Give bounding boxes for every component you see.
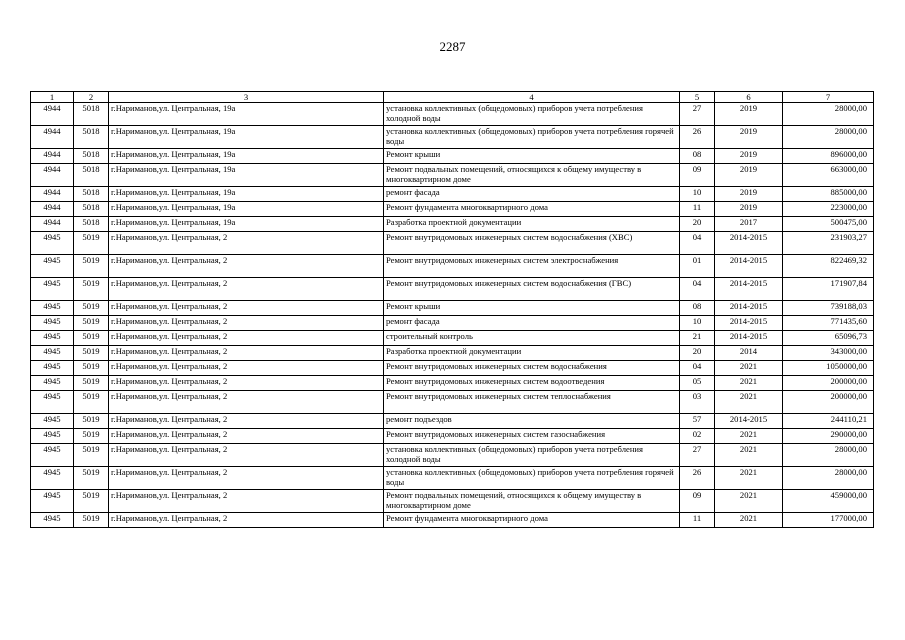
cell-address: г.Нариманов,ул. Центральная, 2	[109, 490, 384, 513]
table-row	[31, 513, 874, 528]
capital-repair-table	[30, 91, 874, 528]
cell-number: 4945	[31, 513, 74, 528]
cell-code: 11	[680, 202, 715, 217]
cell-amount: 28000,00	[783, 444, 874, 467]
cell-amount: 28000,00	[783, 126, 874, 149]
cell-work-type: Ремонт крыши	[384, 149, 680, 164]
cell-number: 4945	[31, 278, 74, 301]
cell-amount: 200000,00	[783, 391, 874, 414]
cell-work-type: Ремонт внутридомовых инженерных систем водоснабжения	[384, 361, 680, 376]
cell-work-type: Разработка проектной документации	[384, 217, 680, 232]
cell-amount: 1050000,00	[783, 361, 874, 376]
cell-year: 2014	[715, 346, 783, 361]
cell-work-type: Ремонт внутридомовых инженерных систем электроснабжения	[384, 255, 680, 278]
cell-address: г.Нариманов,ул. Центральная, 19а	[109, 126, 384, 149]
cell-code: 26	[680, 126, 715, 149]
table-body	[31, 103, 874, 528]
cell-year: 2019	[715, 126, 783, 149]
cell-year: 2014-2015	[715, 232, 783, 255]
cell-id: 5018	[74, 217, 109, 232]
cell-work-type: ремонт фасада	[384, 316, 680, 331]
table-row	[31, 278, 874, 301]
cell-code: 21	[680, 331, 715, 346]
cell-code: 20	[680, 217, 715, 232]
table-row	[31, 126, 874, 149]
table-row	[31, 391, 874, 414]
cell-amount: 771435,60	[783, 316, 874, 331]
cell-address: г.Нариманов,ул. Центральная, 2	[109, 316, 384, 331]
cell-amount: 65096,73	[783, 331, 874, 346]
cell-address: г.Нариманов,ул. Центральная, 2	[109, 467, 384, 490]
cell-year: 2019	[715, 187, 783, 202]
cell-year: 2021	[715, 361, 783, 376]
cell-id: 5019	[74, 429, 109, 444]
cell-id: 5019	[74, 255, 109, 278]
cell-year: 2017	[715, 217, 783, 232]
cell-year: 2021	[715, 444, 783, 467]
cell-number: 4945	[31, 414, 74, 429]
cell-id: 5019	[74, 414, 109, 429]
cell-year: 2014-2015	[715, 255, 783, 278]
cell-number: 4944	[31, 187, 74, 202]
cell-amount: 663000,00	[783, 164, 874, 187]
cell-id: 5018	[74, 164, 109, 187]
cell-amount: 28000,00	[783, 467, 874, 490]
cell-code: 11	[680, 513, 715, 528]
cell-address: г.Нариманов,ул. Центральная, 2	[109, 331, 384, 346]
cell-id: 5019	[74, 301, 109, 316]
cell-number: 4945	[31, 490, 74, 513]
table-row	[31, 149, 874, 164]
cell-work-type: строительный контроль	[384, 331, 680, 346]
table-row	[31, 103, 874, 126]
cell-code: 09	[680, 164, 715, 187]
cell-year: 2014-2015	[715, 414, 783, 429]
cell-amount: 200000,00	[783, 376, 874, 391]
cell-code: 04	[680, 232, 715, 255]
cell-year: 2014-2015	[715, 331, 783, 346]
cell-amount: 231903,27	[783, 232, 874, 255]
cell-work-type: Ремонт внутридомовых инженерных систем теплоснабжения	[384, 391, 680, 414]
cell-address: г.Нариманов,ул. Центральная, 19а	[109, 202, 384, 217]
column-header: 2	[74, 92, 109, 103]
column-header: 3	[109, 92, 384, 103]
cell-code: 10	[680, 316, 715, 331]
cell-code: 04	[680, 278, 715, 301]
cell-amount: 244110,21	[783, 414, 874, 429]
cell-work-type: установка коллективных (общедомовых) приборов учета потребления горячей воды	[384, 126, 680, 149]
cell-code: 03	[680, 391, 715, 414]
table-row	[31, 255, 874, 278]
cell-work-type: Ремонт внутридомовых инженерных систем водоотведения	[384, 376, 680, 391]
cell-work-type: Ремонт подвальных помещений, относящихся к общему имуществу в многоквартирном доме	[384, 164, 680, 187]
cell-year: 2019	[715, 164, 783, 187]
cell-id: 5018	[74, 187, 109, 202]
cell-year: 2021	[715, 391, 783, 414]
cell-number: 4945	[31, 361, 74, 376]
column-header: 7	[783, 92, 874, 103]
cell-amount: 171907,84	[783, 278, 874, 301]
cell-number: 4944	[31, 149, 74, 164]
cell-number: 4945	[31, 232, 74, 255]
cell-address: г.Нариманов,ул. Центральная, 2	[109, 278, 384, 301]
cell-number: 4945	[31, 376, 74, 391]
cell-work-type: Ремонт внутридомовых инженерных систем газоснабжения	[384, 429, 680, 444]
cell-year: 2014-2015	[715, 316, 783, 331]
cell-id: 5019	[74, 232, 109, 255]
table-row	[31, 164, 874, 187]
table-row	[31, 361, 874, 376]
cell-code: 09	[680, 490, 715, 513]
cell-address: г.Нариманов,ул. Центральная, 2	[109, 376, 384, 391]
cell-number: 4945	[31, 346, 74, 361]
cell-number: 4945	[31, 255, 74, 278]
cell-amount: 28000,00	[783, 103, 874, 126]
cell-year: 2019	[715, 202, 783, 217]
cell-year: 2019	[715, 103, 783, 126]
cell-amount: 177000,00	[783, 513, 874, 528]
column-header: 6	[715, 92, 783, 103]
cell-code: 02	[680, 429, 715, 444]
cell-id: 5018	[74, 202, 109, 217]
cell-code: 20	[680, 346, 715, 361]
cell-address: г.Нариманов,ул. Центральная, 2	[109, 414, 384, 429]
page-number: 2287	[439, 39, 466, 54]
cell-number: 4944	[31, 126, 74, 149]
cell-code: 08	[680, 149, 715, 164]
cell-work-type: Разработка проектной документации	[384, 346, 680, 361]
cell-id: 5019	[74, 490, 109, 513]
cell-amount: 459000,00	[783, 490, 874, 513]
cell-address: г.Нариманов,ул. Центральная, 2	[109, 232, 384, 255]
cell-work-type: Ремонт подвальных помещений, относящихся к общему имуществу в многоквартирном доме	[384, 490, 680, 513]
cell-id: 5019	[74, 331, 109, 346]
cell-number: 4945	[31, 316, 74, 331]
table-row	[31, 414, 874, 429]
cell-code: 05	[680, 376, 715, 391]
table-row	[31, 376, 874, 391]
cell-id: 5019	[74, 346, 109, 361]
cell-address: г.Нариманов,ул. Центральная, 19а	[109, 103, 384, 126]
table-row	[31, 429, 874, 444]
cell-amount: 822469,32	[783, 255, 874, 278]
cell-number: 4945	[31, 301, 74, 316]
cell-code: 26	[680, 467, 715, 490]
cell-work-type: Ремонт внутридомовых инженерных систем водоснабжения (ГВС)	[384, 278, 680, 301]
cell-number: 4944	[31, 164, 74, 187]
cell-address: г.Нариманов,ул. Центральная, 2	[109, 444, 384, 467]
cell-id: 5018	[74, 126, 109, 149]
cell-id: 5019	[74, 467, 109, 490]
cell-code: 08	[680, 301, 715, 316]
cell-id: 5019	[74, 278, 109, 301]
cell-amount: 885000,00	[783, 187, 874, 202]
cell-amount: 223000,00	[783, 202, 874, 217]
cell-address: г.Нариманов,ул. Центральная, 2	[109, 361, 384, 376]
cell-amount: 739188,03	[783, 301, 874, 316]
cell-address: г.Нариманов,ул. Центральная, 2	[109, 346, 384, 361]
cell-address: г.Нариманов,ул. Центральная, 19а	[109, 217, 384, 232]
table-row	[31, 217, 874, 232]
cell-code: 57	[680, 414, 715, 429]
cell-work-type: Ремонт фундамента многоквартирного дома	[384, 513, 680, 528]
cell-id: 5018	[74, 103, 109, 126]
cell-number: 4945	[31, 391, 74, 414]
cell-address: г.Нариманов,ул. Центральная, 19а	[109, 187, 384, 202]
cell-code: 01	[680, 255, 715, 278]
cell-code: 27	[680, 444, 715, 467]
cell-work-type: Ремонт внутридомовых инженерных систем водоснабжения (ХВС)	[384, 232, 680, 255]
cell-code: 27	[680, 103, 715, 126]
cell-address: г.Нариманов,ул. Центральная, 2	[109, 391, 384, 414]
cell-number: 4945	[31, 444, 74, 467]
table-row	[31, 346, 874, 361]
cell-number: 4944	[31, 202, 74, 217]
cell-year: 2014-2015	[715, 278, 783, 301]
cell-address: г.Нариманов,ул. Центральная, 19а	[109, 164, 384, 187]
cell-work-type: Ремонт фундамента многоквартирного дома	[384, 202, 680, 217]
cell-id: 5018	[74, 149, 109, 164]
cell-number: 4945	[31, 331, 74, 346]
cell-id: 5019	[74, 444, 109, 467]
cell-id: 5019	[74, 391, 109, 414]
cell-address: г.Нариманов,ул. Центральная, 19а	[109, 149, 384, 164]
cell-year: 2019	[715, 149, 783, 164]
table-row	[31, 490, 874, 513]
table-row	[31, 444, 874, 467]
cell-year: 2021	[715, 467, 783, 490]
cell-amount: 500475,00	[783, 217, 874, 232]
table-row	[31, 301, 874, 316]
cell-id: 5019	[74, 316, 109, 331]
cell-work-type: Ремонт крыши	[384, 301, 680, 316]
cell-address: г.Нариманов,ул. Центральная, 2	[109, 513, 384, 528]
table-row	[31, 202, 874, 217]
cell-code: 10	[680, 187, 715, 202]
cell-id: 5019	[74, 376, 109, 391]
cell-work-type: установка коллективных (общедомовых) приборов учета потребления холодной воды	[384, 444, 680, 467]
cell-work-type: установка коллективных (общедомовых) приборов учета потребления горячей воды	[384, 467, 680, 490]
cell-id: 5019	[74, 513, 109, 528]
cell-year: 2021	[715, 376, 783, 391]
table-row	[31, 232, 874, 255]
cell-address: г.Нариманов,ул. Центральная, 2	[109, 429, 384, 444]
column-header: 4	[384, 92, 680, 103]
cell-work-type: ремонт фасада	[384, 187, 680, 202]
cell-year: 2014-2015	[715, 301, 783, 316]
cell-id: 5019	[74, 361, 109, 376]
table-row	[31, 316, 874, 331]
cell-year: 2021	[715, 513, 783, 528]
table-row	[31, 467, 874, 490]
column-header: 5	[680, 92, 715, 103]
column-number-row	[31, 92, 874, 103]
cell-amount: 896000,00	[783, 149, 874, 164]
cell-address: г.Нариманов,ул. Центральная, 2	[109, 255, 384, 278]
cell-number: 4945	[31, 429, 74, 444]
cell-amount: 290000,00	[783, 429, 874, 444]
cell-code: 04	[680, 361, 715, 376]
cell-work-type: установка коллективных (общедомовых) приборов учета потребления холодной воды	[384, 103, 680, 126]
cell-number: 4944	[31, 217, 74, 232]
column-header: 1	[31, 92, 74, 103]
cell-address: г.Нариманов,ул. Центральная, 2	[109, 301, 384, 316]
cell-year: 2021	[715, 490, 783, 513]
cell-number: 4944	[31, 103, 74, 126]
cell-year: 2021	[715, 429, 783, 444]
table-row	[31, 331, 874, 346]
cell-amount: 343000,00	[783, 346, 874, 361]
cell-number: 4945	[31, 467, 74, 490]
cell-work-type: ремонт подъездов	[384, 414, 680, 429]
table-row	[31, 187, 874, 202]
